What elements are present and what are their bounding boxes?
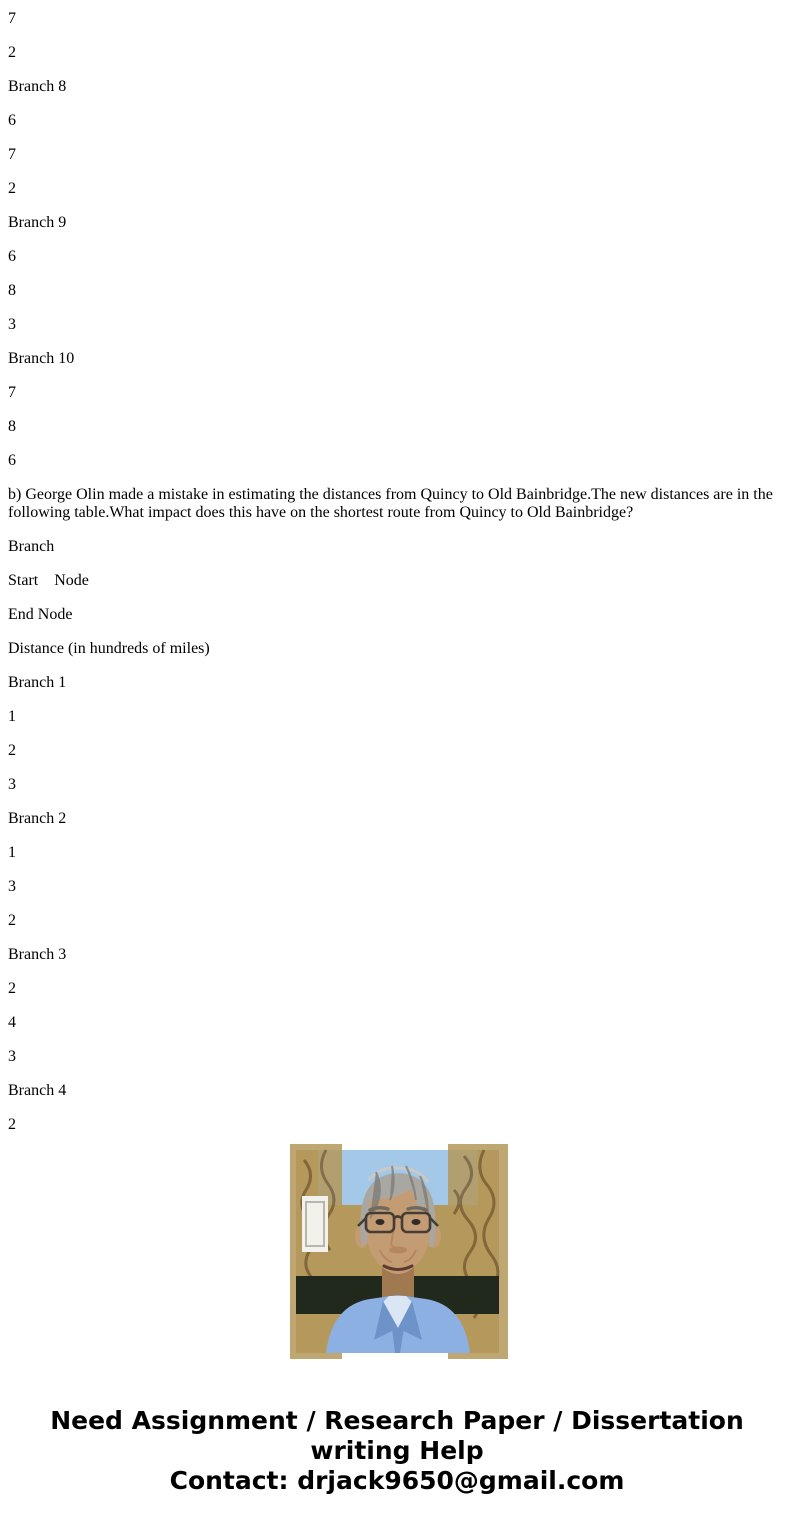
- document-line: 1: [8, 844, 16, 861]
- door-frame: [302, 1196, 328, 1252]
- document-line: 3: [8, 878, 16, 895]
- promo-footer-line: writing Help: [310, 1436, 484, 1465]
- document-line: Branch: [8, 538, 55, 555]
- promo-footer: [0, 1406, 794, 1496]
- document-line: 8: [8, 282, 16, 299]
- document-line: Branch 9: [8, 214, 67, 231]
- question-paragraph: b) George Olin made a mistake in estimating the distances from Quincy to Old Bainbridge.The new distances are in the following table.What impact does this have on the shortest route from Quincy to Old Bainbridge?: [8, 486, 777, 521]
- document-line: 8: [8, 418, 16, 435]
- avatar-container: [0, 1150, 794, 1353]
- document-line: 2: [8, 742, 16, 759]
- document-line: 3: [8, 776, 16, 793]
- document-line: 2: [8, 44, 16, 61]
- document-line: 1: [8, 708, 16, 725]
- tutor-avatar: [296, 1150, 499, 1353]
- document-line: Distance (in hundreds of miles): [8, 640, 210, 657]
- document-line: Branch 3: [8, 946, 67, 963]
- document-line: End Node: [8, 606, 73, 623]
- document-line: 2: [8, 912, 16, 929]
- document-line: 2: [8, 980, 16, 997]
- document-line: Branch 10: [8, 350, 75, 367]
- document-line: 7: [8, 146, 16, 163]
- document-line: Branch 4: [8, 1082, 67, 1099]
- document-line: 7: [8, 384, 16, 401]
- document-line: Branch 8: [8, 78, 67, 95]
- document-line: Branch 1: [8, 674, 67, 691]
- document-line: 3: [8, 316, 16, 333]
- document-line: Start Node: [8, 572, 89, 589]
- document-line: 6: [8, 112, 16, 129]
- document-line: 6: [8, 248, 16, 265]
- document-line: 4: [8, 1014, 16, 1031]
- document-line: 2: [8, 1116, 16, 1133]
- promo-footer-line: Need Assignment / Research Paper / Dissertation: [50, 1406, 744, 1435]
- document-line: Branch 2: [8, 810, 67, 827]
- document-line: 6: [8, 452, 16, 469]
- promo-contact-email: Contact: drjack9650@gmail.com: [169, 1466, 625, 1495]
- document-line: 7: [8, 10, 16, 27]
- document-line: 3: [8, 1048, 16, 1065]
- document-line: 2: [8, 180, 16, 197]
